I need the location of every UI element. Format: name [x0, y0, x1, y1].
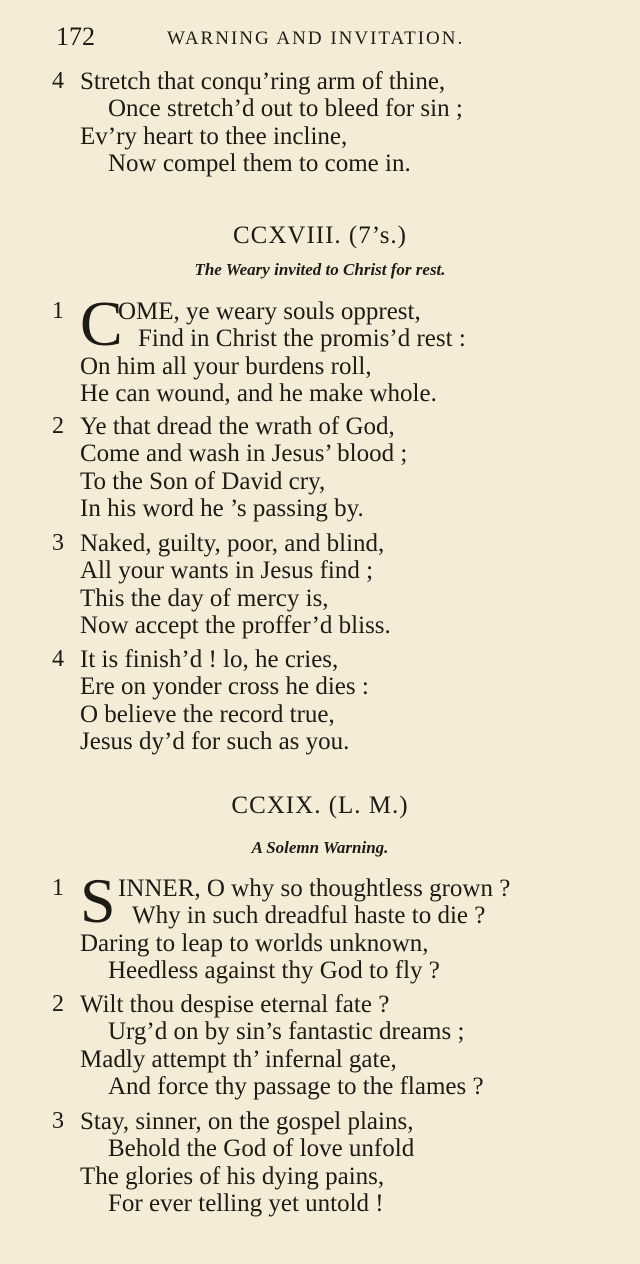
hymn-218-stanza-1 — [0, 288, 640, 407]
hymn-219-stanza-1 — [0, 865, 640, 984]
stanza-line: O believe the record true, — [80, 700, 335, 728]
hymn-219-title: CCXIX. (L. M.) — [231, 792, 409, 819]
stanza-line: INNER, O why so thoughtless grown ? — [118, 875, 511, 902]
hymn-218-stanza-3 — [0, 530, 640, 639]
stanza-line: Ere on yonder cross he dies : — [80, 673, 369, 701]
stanza-line: It is finish’d ! lo, he cries, — [80, 646, 339, 673]
stanza-line: This the day of mercy is, — [80, 584, 329, 612]
hymn-219-stanza-3 — [0, 1108, 640, 1217]
stanza-number: 2 — [52, 413, 64, 439]
stanza-line: The glories of his dying pains, — [80, 1162, 385, 1190]
stanza-line: Now accept the proffer’d bliss. — [80, 611, 391, 639]
stanza-line: Heedless against thy God to fly ? — [108, 956, 440, 984]
stanza-line: Ev’ry heart to thee incline, — [80, 122, 348, 150]
hymn-219-subtitle: A Solemn Warning. — [251, 838, 389, 857]
stanza-line: Once stretch’d out to bleed for sin ; — [108, 95, 463, 123]
stanza-line: Now compel them to come in. — [108, 149, 411, 177]
hymn-218-subtitle: The Weary invited to Christ for rest. — [194, 260, 446, 279]
stanza-number: 3 — [52, 1108, 64, 1134]
running-title: WARNING AND INVITATION. — [167, 28, 465, 49]
stanza-line: In his word he ’s passing by. — [80, 494, 364, 522]
hymn-218-stanza-4 — [0, 646, 640, 755]
prev-hymn-stanza-4 — [0, 68, 640, 177]
stanza-line: OME, ye weary souls opprest, — [118, 298, 421, 325]
stanza-line: For ever telling yet untold ! — [108, 1189, 384, 1217]
hymn-219-stanza-2 — [0, 991, 640, 1100]
page-number: 172 — [56, 22, 95, 51]
stanza-line: Come and wash in Jesus’ blood ; — [80, 440, 408, 468]
page-header — [0, 22, 640, 54]
stanza-line: And force thy passage to the flames ? — [108, 1072, 484, 1100]
drop-cap: C — [80, 288, 123, 359]
stanza-line: He can wound, and he make whole. — [80, 379, 437, 407]
hymn-218-title: CCXVIII. (7’s.) — [232, 222, 407, 249]
stanza-number: 2 — [52, 991, 64, 1017]
stanza-number: 1 — [52, 298, 64, 324]
stanza-line: Why in such dreadful haste to die ? — [132, 902, 486, 930]
stanza-line: Stretch that conqu’ring arm of thine, — [80, 68, 446, 95]
stanza-line: Wilt thou despise eternal fate ? — [80, 991, 390, 1018]
stanza-number: 4 — [52, 68, 64, 94]
stanza-line: Jesus dy’d for such as you. — [80, 727, 350, 755]
stanza-line: Naked, guilty, poor, and blind, — [80, 530, 385, 557]
stanza-line: All your wants in Jesus find ; — [80, 557, 374, 585]
stanza-number: 4 — [52, 646, 64, 672]
stanza-line: Urg’d on by sin’s fantastic dreams ; — [108, 1018, 465, 1046]
stanza-line: Behold the God of love unfold — [108, 1135, 415, 1163]
stanza-line: Ye that dread the wrath of God, — [80, 413, 395, 440]
stanza-line: On him all your burdens roll, — [80, 352, 372, 380]
stanza-line: Madly attempt th’ infernal gate, — [80, 1045, 397, 1073]
stanza-line: To the Son of David cry, — [80, 467, 326, 495]
drop-cap: S — [80, 865, 116, 936]
stanza-line: Stay, sinner, on the gospel plains, — [80, 1108, 414, 1135]
stanza-line: Daring to leap to worlds unknown, — [80, 929, 429, 957]
stanza-line: Find in Christ the promis’d rest : — [138, 325, 466, 353]
stanza-number: 3 — [52, 530, 64, 556]
hymn-218-stanza-2 — [0, 413, 640, 522]
stanza-number: 1 — [52, 875, 64, 901]
